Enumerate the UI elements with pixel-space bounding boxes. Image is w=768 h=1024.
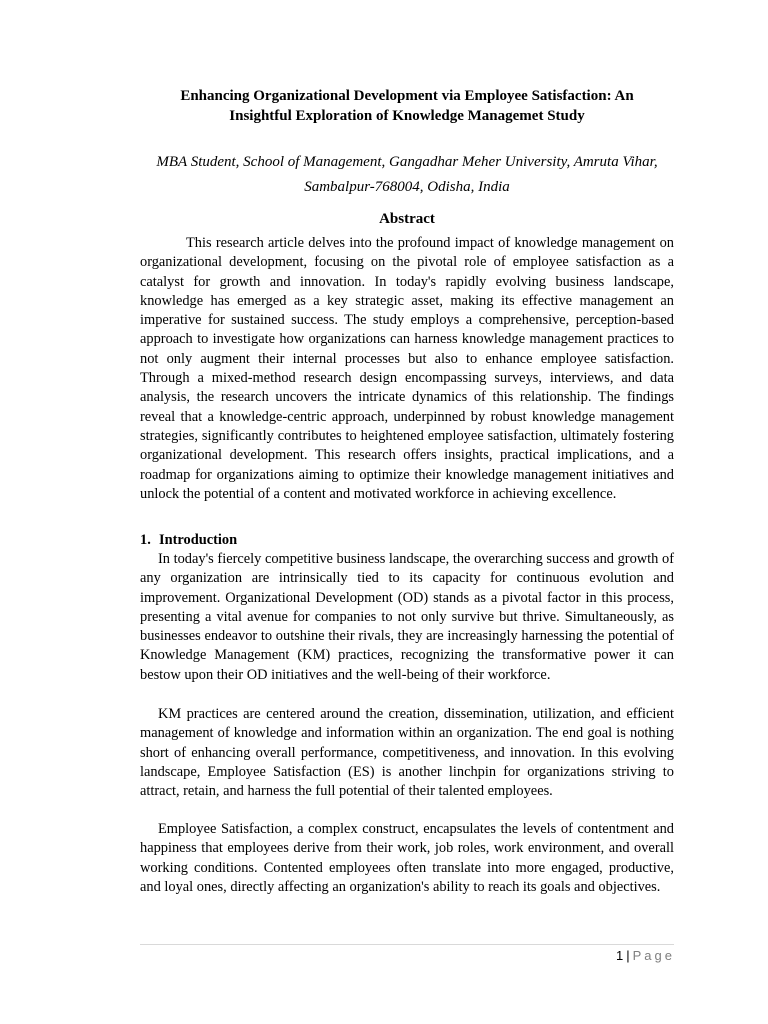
title-line-1: Enhancing Organizational Development via Employee Satisfaction: An (180, 88, 634, 104)
intro-paragraph-2: KM practices are centered around the creation, dissemination, utilization, and efficient management of knowledge and information within an organization. The end goal is nothing short of enhancing overall performance, competitiveness, and innovation. In this evolving landscape, Employee Satisfaction (ES) is another linchpin for organizations striving to attract, retain, and harness the full potential of their talented employees. (140, 706, 674, 800)
abstract-heading: Abstract (379, 211, 435, 227)
affiliation-line-2: Sambalpur-768004, Odisha, India (304, 179, 510, 195)
section-number: 1. (140, 532, 151, 548)
abstract-text: This research article delves into the profound impact of knowledge management on organizational development, focusing on the pivotal role of employee satisfaction as a catalyst for growth and innovation. In today's rapidly evolving business landscape, knowledge has emerged as a key strategic asset, making its effective management an imperative for sustained success. The study employs a comprehensive, perception-based approach to investigate how organizations can harness knowledge management practices to not only augment their internal processes but also to enhance employee satisfaction. Through a mixed-method research design encompassing surveys, interviews, and data analysis, the research uncovers the intricate dynamics of this relationship. The findings reveal that a knowledge-centric approach, underpinned by robust knowledge management strategies, significantly contributes to heightened employee satisfaction, ultimately fostering organizational development. This research offers insights, practical implications, and a roadmap for organizations aiming to optimize their knowledge management initiatives and unlock the potential of a content and motivated workforce in achieving excellence. (140, 235, 674, 502)
paper-title (140, 86, 674, 126)
page-number: 1 (616, 948, 624, 963)
page-label: Page (632, 948, 675, 963)
page-footer (616, 946, 675, 966)
intro-paragraph-3: Employee Satisfaction, a complex construct, encapsulates the levels of contentment and happiness that employees derive from their work, job roles, work environment, and overall working conditions. Contented employees often translate into more engaged, productive, and loyal ones, directly affecting an organization's ability to reach its goals and objectives. (140, 821, 674, 895)
author-affiliation (140, 150, 674, 200)
section-heading-introduction (140, 530, 237, 550)
footer-separator: | (626, 948, 630, 963)
intro-paragraph-1: In today's fiercely competitive business landscape, the overarching success and growth of any organization are intrinsically tied to its capacity for continuous evolution and improvement. Organizational Development (OD) stands as a pivotal factor in this process, presenting a vital avenue for companies to not only survive but thrive. Simultaneously, as businesses endeavor to outshine their rivals, they are increasingly harnessing the potential of Knowledge Management (KM) practices, recognizing the transformative power it can bestow upon their OD initiatives and the well-being of their workforce. (140, 551, 674, 683)
footer-divider (140, 944, 674, 945)
title-line-2: Insightful Exploration of Knowledge Managemet Study (229, 108, 585, 124)
section-title: Introduction (159, 532, 238, 548)
affiliation-line-1: MBA Student, School of Management, Gangadhar Meher University, Amruta Vihar, (156, 154, 658, 170)
